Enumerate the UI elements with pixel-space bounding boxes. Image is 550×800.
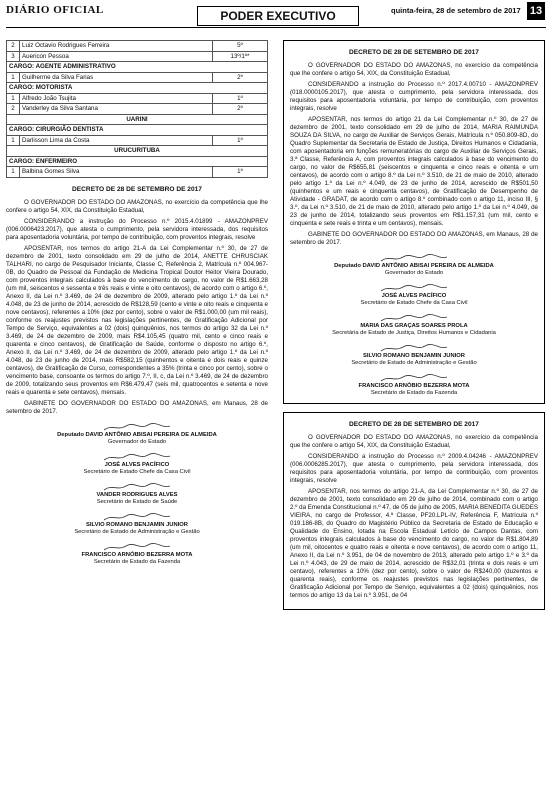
handwritten-signature	[102, 453, 172, 462]
signatory-role: Secretário de Estado Chefe da Casa Civil	[360, 300, 468, 306]
signature	[290, 314, 538, 337]
signature	[290, 344, 538, 367]
cargo-heading: CARGO: AGENTE ADMINISTRATIVO	[7, 62, 268, 73]
employee-name: Alfredo João Tsujita	[20, 93, 213, 104]
row-number: 1	[7, 93, 20, 104]
table-section-row	[7, 83, 268, 94]
employee-name: Auericon Pessoa	[20, 51, 213, 62]
signatory-name: VANDER RODRIGUES ALVES	[96, 491, 178, 498]
signature	[6, 543, 268, 566]
table-row	[7, 72, 268, 83]
signature	[6, 483, 268, 506]
employee-name: Vanderley da Silva Santana	[20, 104, 213, 115]
signatory-role: Governador do Estado	[384, 270, 444, 276]
decree-paragraph: APOSENTAR, nos termos do artigo 21 da Lei Complementar n.º 30, de 27 de dezembro de 2001, texto consolidado em 29 de julho de 2014, MARIA RAIMUNDA SOUZA DA SILVA, no cargo de Auxiliar de Serviços Gerais, Matrícula n.º 050.809-8D, do Quadro Suplementar da Secretaria de Estado de Justiça, Direitos Humanos e Cidadania, com aposentadoria em funções remuneratórias do cargo de Auxiliar de Serviços Gerais, 3.ª Classe, Referência A, com proventos integrais calculados à base do vencimento do cargo, no valor de R$655,81 (seiscentos e cinquenta e cinco reais e oitenta e um centavos), de acordo com o artigo 8.º da Lei n.º 3.510, de 21 de maio de 2010, alterado pelo artigo 1.º da Lei n.º 4.049, de 23 de junho de 2014, acrescido de R$501,50 (quinhentos e um reais e cinquenta centavos), de Gratificação de Desempenho de Atividade - GRADAT, de acordo com o artigo 8.º combinado com o artigo 11, inciso III, § 3.º, da Lei n.º 3.510, de 21 de maio de 2010, alterado pelo artigo 1.º da Lei n.º 4.049, de 23 de junho de 2014, totalizando seus proventos em R$1.157,31 (um mil, cento e cinquenta e sete reais e trinta e um centavos), mensais.	[290, 116, 538, 227]
handwritten-signature	[379, 374, 449, 383]
row-number: 2	[7, 41, 20, 52]
signature-block	[290, 254, 538, 397]
decree-1	[6, 186, 268, 566]
table-section-row	[7, 114, 268, 125]
table-row	[7, 41, 268, 52]
classification: 2º	[213, 72, 268, 83]
classification: 13º/1º*	[213, 51, 268, 62]
signatory-name: SILVIO ROMANO BENJAMIN JUNIOR	[363, 353, 465, 359]
table-row	[7, 51, 268, 62]
signatory-name: FRANCISCO ARNÓBIO BEZERRA MOTA	[81, 551, 193, 558]
classification: 1º	[213, 167, 268, 178]
table-section-row	[7, 62, 268, 73]
decree-paragraph: O GOVERNADOR DO ESTADO DO AMAZONAS, no exercício da competência que lhe confere o artigo 54, XIX, da Constituição Estadual,	[6, 198, 268, 214]
signatory-name: MARIA DAS GRAÇAS SOARES PROLA	[360, 323, 468, 329]
classification: 1º	[213, 135, 268, 146]
page-number: 13	[527, 2, 545, 20]
handwritten-signature	[379, 314, 449, 323]
signature-block	[6, 423, 268, 566]
table-section-row	[7, 125, 268, 136]
classification: 5º	[213, 41, 268, 52]
signatory-role: Secretário de Estado Chefe da Casa Civil	[83, 468, 191, 475]
decree-paragraph: APOSENTAR, nos termos do artigo 21-A da Lei Complementar n.º 30, de 27 de dezembro de 2001, texto consolidado em 29 de julho de 2014, ANETTE CHRUSCIAK TALHARI, no cargo de Pesquisador Iniciante, Classe C, Referência 2, Matrícula n.º 004.967-0B, do Quadro de Pessoal da Fundação de Medicina Tropical Doutor Heitor Vieira Dourado, com proventos integrais calculados à base do vencimento do cargo, no valor de R$1.663,28 (um mil, seiscentos e sessenta e três reais e vinte e oito centavos), de acordo com o artigo 6.º, Anexo II, da Lei n.º 3.469, de 24 de dezembro de 2009, alterado pelo artigo 1.º da Lei n.º 4.048, de 23 de junho de 2014, acrescido de R$128,59 (cento e vinte e oito reais e cinquenta e nove centavos), referentes a 10% (dez por cento), sobre o valor de R$1.000,00 (um mil reais), conforme os reajustes previstos nas legislações pertinentes, de Gratificação Adicional por Tempo de Serviço, equivalentes a 02 (dois) quinquênios, nos termos do artigo 32 da Lei n.º 3.469, de 24 de dezembro de 2009, mais R$4.105,45 (quatro mil, cento e cinco reais e quarenta e cinco centavos), de Gratificação de Saúde, conforme o disposto no artigo 6.º, Anexo II, da Lei n.º 3.469, de 24 de dezembro de 2009, alterado pelo artigo 1.º da Lei n.º 4.048, de 23 de junho de 2014, mais R$582,15 (quinhentos e oitenta e dois reais e quinze centavos), de Gratificação de Curso, correspondentes a 35% (trinta e cinco por cento), sobre o vencimento base, consoante os termos do artigo 7.º, II, c, da Lei n.º 3.469, de 24 de dezembro de 2009, totalizando seus proventos em R$6.479,47 (seis mil, quatrocentos e setenta e nove reais e quarenta e sete centavos), mensais.	[6, 244, 268, 396]
classification: 2º	[213, 104, 268, 115]
decree-paragraph: O GOVERNADOR DO ESTADO DO AMAZONAS, no exercício da competência que lhe confere o artigo 54, XIX, da Constituição Estadual,	[290, 62, 538, 77]
page-header	[0, 0, 550, 30]
left-column	[6, 40, 268, 566]
row-number: 2	[7, 104, 20, 115]
decree-paragraph: APOSENTAR, nos termos do artigo 21-A, da Lei Complementar n.º 30, de 27 de dezembro de 2001, texto consolidado em 29 de julho de 2014, combinado com o artigo 2.º da Emenda Constitucional n.º 47, de 05 de julho de 2005, MARIA BENEDITA GUEDES VIEIRA, no cargo de Professor, 4.ª Classe, PF20.LPL-IV, Referência F, Matrícula n.º 019.186-8B, do Quadro do Magistério Público da Secretaria de Estado de Educação e Qualidade do Ensino, lotada na Escola Estadual Letício de Campos Dantas, com proventos integrais calculados à base do vencimento do cargo, no valor de R$1.804,89 (um mil, oitocentos e quatro reais e oitenta e nove centavos), de acordo com o artigo 11, Anexo II, da Lei n.º 3.951, de 04 de novembro de 2013, alterado pelo artigo 1.º e 3.º da Lei n.º 4.043, de 29 de maio de 2014, acrescido de R$32,01 (trinta e dois reais e um centavo), referentes a 10% (dez por cento), sobre o valor de R$240,00 (duzentos e quarenta reais), conforme os reajustes previstos nas legislações pertinentes, de Gratificação Adicional por Tempo de Serviço, equivalentes a 02 (dois) quinquênios, nos termos do artigo 13 da Lei n.º 3.951, de 04	[290, 488, 538, 599]
cargo-heading: CARGO: ENFERMEIRO	[7, 156, 268, 167]
row-number: 3	[7, 51, 20, 62]
signature	[6, 423, 268, 446]
signatory-role: Secretária de Estado de Justiça, Direitos Humanos e Cidadania	[332, 330, 496, 336]
signature	[6, 453, 268, 476]
header-divider	[6, 27, 546, 28]
handwritten-signature	[379, 284, 449, 293]
municipality-heading: UARINI	[7, 114, 268, 125]
row-number: 1	[7, 167, 20, 178]
signatory-role: Secretário de Estado da Fazenda	[370, 390, 458, 396]
signatory-name: Deputado DAVID ANTÔNIO ABISAI PEREIRA DE ALMEIDA	[334, 263, 494, 269]
section-title: PODER EXECUTIVO	[197, 6, 359, 26]
handwritten-signature	[102, 483, 172, 492]
row-number: 1	[7, 72, 20, 83]
signatory-name: SILVIO ROMANO BENJAMIN JUNIOR	[86, 521, 188, 528]
municipality-heading: URUCURITUBA	[7, 146, 268, 157]
signature	[290, 284, 538, 307]
signatory-role: Secretário de Estado da Fazenda	[93, 558, 181, 565]
signature	[290, 374, 538, 397]
decree-paragraph: CONSIDERANDO a instrução do Processo n.º 2009.4.04246 - AMAZONPREV (006.0006285.2017), que atesta o cumprimento, pela servidora interessada, dos requisitos para aposentadoria voluntária, por tempo de contribuição, com proventos integrais, resolve	[290, 453, 538, 484]
table-row	[7, 93, 268, 104]
signatory-role: Secretário de Estado de Administração e Gestão	[351, 360, 477, 366]
decree-2	[283, 40, 545, 404]
table-row	[7, 135, 268, 146]
decree-title: DECRETO DE 28 DE SETEMBRO DE 2017	[72, 185, 202, 193]
employee-name: Luiz Octavio Rodrigues Ferreira	[20, 41, 213, 52]
employee-name: Balbina Gomes Silva	[20, 167, 213, 178]
table-row	[7, 167, 268, 178]
signatory-name: JOSÉ ALVES PACÍFICO	[104, 461, 170, 468]
staff-table	[6, 40, 268, 178]
table-section-row	[7, 146, 268, 157]
decree-paragraph: O GOVERNADOR DO ESTADO DO AMAZONAS, no exercício da competência que lhe confere o artigo 54, XIX, da Constituição Estadual,	[290, 434, 538, 449]
signature	[290, 254, 538, 277]
cargo-heading: CARGO: MOTORISTA	[7, 83, 268, 94]
signatory-name: JOSÉ ALVES PACÍFICO	[381, 293, 447, 299]
right-column	[283, 40, 545, 610]
employee-name: Guilherme da Silva Farias	[20, 72, 213, 83]
decree-paragraph: GABINETE DO GOVERNADOR DO ESTADO DO AMAZONAS, em Manaus, 28 de setembro de 2017.	[6, 399, 268, 415]
decree-title: DECRETO DE 28 DE SETEMBRO DE 2017	[349, 49, 479, 56]
decree-3	[283, 412, 545, 610]
table-row	[7, 104, 268, 115]
cargo-heading: CARGO: CIRURGIÃO DENTISTA	[7, 125, 268, 136]
handwritten-signature	[102, 423, 172, 432]
decree-paragraph: CONSIDERANDO a instrução do Processo n.º 2015.4.01899 - AMAZONPREV (006.0006423.2017), que atesta o cumprimento, pela servidora interessada, dos requisitos para aposentadoria voluntária, por tempo de contribuição, com proventos integrais, resolve	[6, 217, 268, 241]
table-section-row	[7, 156, 268, 167]
decree-paragraph: GABINETE DO GOVERNADOR DO ESTADO DO AMAZONAS, em Manaus, 28 de setembro de 2017.	[290, 231, 538, 246]
signatory-name: Deputado DAVID ANTÔNIO ABISAI PEREIRA DE ALMEIDA	[57, 431, 217, 438]
signatory-name: FRANCISCO ARNÓBIO BEZERRA MOTA	[358, 383, 470, 389]
decree-paragraph: CONSIDERANDO a instrução do Processo n.º 2017.4.00710 - AMAZONPREV (018.0000105.2017), que atesta o cumprimento, pela servidora interessada, dos requisitos para aposentadoria voluntária, por tempo de contribuição, com proventos integrais, resolve	[290, 81, 538, 112]
handwritten-signature	[379, 254, 449, 263]
signatory-role: Secretário de Estado de Saúde	[96, 498, 178, 505]
publication-date: quinta-feira, 28 de setembro de 2017	[391, 6, 521, 15]
handwritten-signature	[102, 543, 172, 552]
handwritten-signature	[102, 513, 172, 522]
signatory-role: Secretário de Estado de Administração e Gestão	[74, 528, 200, 535]
employee-name: Darlisson Lima da Costa	[20, 135, 213, 146]
row-number: 1	[7, 135, 20, 146]
handwritten-signature	[379, 344, 449, 353]
newspaper-title: DIÁRIO OFICIAL	[6, 4, 104, 16]
decree-title: DECRETO DE 28 DE SETEMBRO DE 2017	[349, 421, 479, 428]
signatory-role: Governador do Estado	[107, 438, 167, 445]
signature	[6, 513, 268, 536]
classification: 1º	[213, 93, 268, 104]
